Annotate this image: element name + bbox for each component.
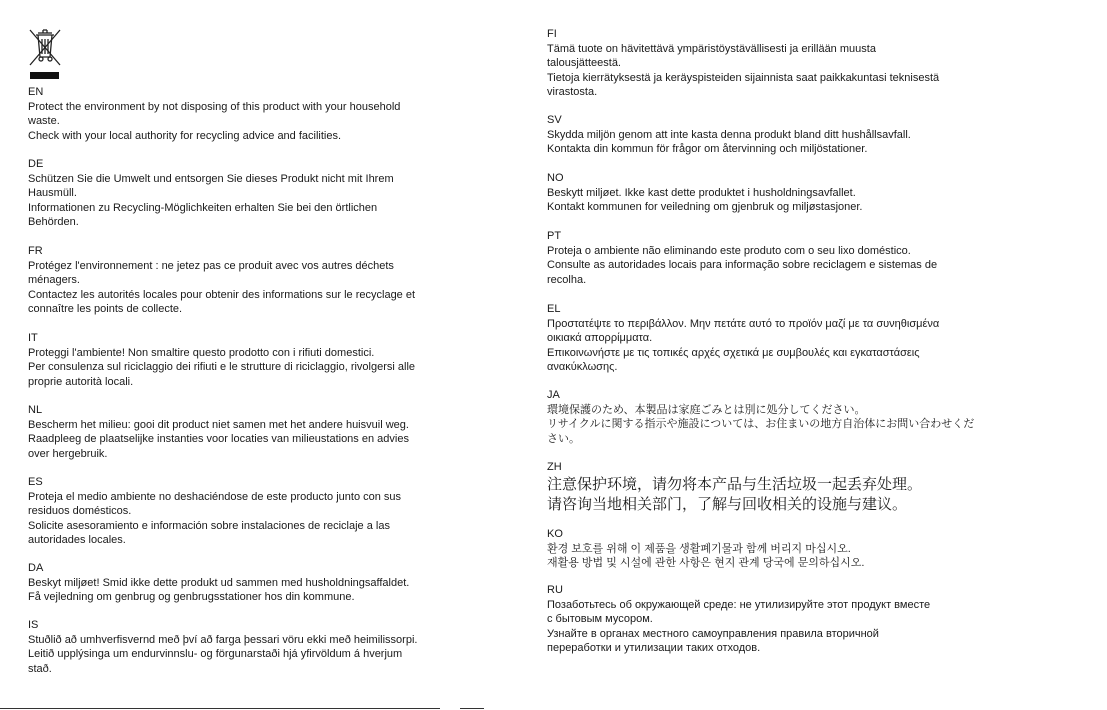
text-line: Προστατέψτε το περιβάλλον. Μην πετάτε αυτό το προϊόν μαζί με τα συνηθισμένα [547, 317, 940, 330]
section-fr [28, 244, 480, 317]
text-line: Узнайте в органах местного самоуправления правила вторичной [547, 627, 879, 640]
section-zh [547, 460, 1002, 515]
section-es [28, 475, 480, 548]
text-line: recolha. [547, 273, 587, 286]
text-line: Tämä tuote on hävitettävä ympäristöystävällisesti ja erillään muusta [547, 42, 876, 55]
language-code: EL [547, 303, 561, 315]
text-line: 環境保護のため、本製品は家庭ごみとは別に処分してください。 [547, 403, 866, 416]
text-line: Позаботьтесь об окружающей среде: не утилизируйте этот продукт вместе [547, 598, 931, 611]
section-fi [547, 27, 1002, 100]
footer-rule [0, 708, 440, 709]
language-code: PT [547, 230, 562, 242]
language-code: NO [547, 172, 564, 184]
text-line: Επικοινωνήστε με τις τοπικές αρχές σχετικά με συμβουλές και εγκαταστάσεις [547, 346, 920, 359]
text-line: Protégez l'environnement : ne jetez pas ce produit avec vos autres déchets [28, 259, 394, 272]
text-line: 환경 보호를 위해 이 제품을 생활폐기물과 함께 버리지 마십시오. [547, 542, 851, 555]
text-line: Consulte as autoridades locais para informação sobre reciclagem e sistemas de [547, 259, 938, 271]
language-code: DA [28, 562, 44, 574]
section-no [547, 171, 1002, 215]
text-line: Få vejledning om genbrug og genbrugsstationer hos din kommune. [28, 591, 355, 603]
text-line: waste. [28, 115, 60, 127]
language-code: FR [28, 245, 43, 257]
language-code: EN [28, 86, 44, 98]
section-el [547, 302, 1002, 375]
section-ja [547, 388, 1002, 446]
section-ru [547, 583, 1002, 656]
text-line: ménagers. [28, 274, 80, 286]
language-code: SV [547, 114, 562, 126]
text-line: over hergebruik. [28, 447, 108, 460]
text-line: autoridades locales. [28, 534, 126, 546]
text-line: Per consulenza sul riciclaggio dei rifiuti e le strutture di riciclaggio, rivolgersi alle [28, 361, 416, 373]
section-de [28, 157, 480, 230]
language-code: DE [28, 158, 44, 170]
text-line: Informationen zu Recycling-Möglichkeiten erhalten Sie bei den örtlichen [28, 201, 378, 214]
text-line: Proteggi l'ambiente! Non smaltire questo prodotto con i rifiuti domestici. [28, 346, 375, 359]
text-line: Kontakta din kommun för frågor om återvinning och miljöstationer. [547, 143, 868, 155]
text-line: virastosta. [547, 86, 598, 98]
text-line: Skydda miljön genom att inte kasta denna produkt bland ditt hushållsavfall. [547, 128, 911, 141]
language-code: ES [28, 476, 43, 488]
text-line: Leitið upplýsinga um endurvinnslu- og förgunarstaði hjá yfirvöldum á hverjum [28, 648, 403, 660]
text-line: Solicite asesoramiento e información sobre instalaciones de reciclaje a las [28, 519, 390, 532]
text-line: Stuðlið að umhverfisvernd með því að farga þessari vöru ekki með heimilissorpi. [28, 633, 418, 646]
text-line: переработки и утилизации таких отходов. [547, 642, 761, 654]
text-line: с бытовым мусором. [547, 613, 653, 625]
text-line: Check with your local authority for recycling advice and facilities. [28, 129, 342, 142]
text-line: οικιακά απορρίμματα. [547, 332, 653, 344]
section-nl [28, 403, 480, 461]
text-line: Tietoja kierrätyksestä ja keräyspisteiden sijainnista saat paikkakuntasi teknisestä [547, 71, 940, 84]
language-code: IT [28, 332, 38, 344]
language-code: KO [547, 528, 563, 540]
text-line: connaître les points de collecte. [28, 303, 183, 315]
text-line: Schützen Sie die Umwelt und entsorgen Sie dieses Produkt nicht mit Ihrem [28, 172, 394, 185]
text-line: 注意保护环境，请勿将本产品与生活垃圾一起丢弃处理。 [547, 475, 923, 493]
text-line: Proteja el medio ambiente no deshaciéndose de este producto junto con sus [28, 490, 402, 503]
text-line: Proteja o ambiente não eliminando este produto com o seu lixo doméstico. [547, 244, 911, 257]
text-line: Beskytt miljøet. Ikke kast dette produktet i husholdningsavfallet. [547, 186, 856, 199]
text-line: stað. [28, 662, 52, 675]
section-da [28, 561, 480, 605]
language-code: FI [547, 28, 557, 40]
language-code: IS [28, 619, 39, 631]
section-it [28, 331, 480, 389]
language-code: NL [28, 404, 43, 416]
text-line: Bescherm het milieu: gooi dit product niet samen met het andere huisvuil weg. [28, 418, 409, 431]
section-sv [547, 113, 1002, 157]
text-line: Raadpleeg de plaatselijke instanties voor locaties van milieustations en advies [28, 433, 409, 445]
text-line: リサイクルに関する指示や施設については、お住まいの地方自治体にお問い合わせくだ [547, 418, 975, 430]
section-pt [547, 229, 1002, 287]
text-line: さい。 [547, 432, 580, 445]
text-line: Contactez les autorités locales pour obtenir des informations sur le recyclage et [28, 288, 416, 301]
text-line: proprie autorità locali. [28, 375, 134, 388]
text-line: talousjätteestä. [547, 57, 621, 69]
section-en [28, 85, 480, 143]
footer-rule-short [460, 708, 484, 709]
section-ko [547, 527, 1002, 571]
text-line: 请咨询当地相关部门，了解与回收相关的设施与建议。 [547, 495, 908, 513]
text-line: Hausmüll. [28, 187, 77, 199]
text-line: Kontakt kommunen for veiledning om gjenbruk og miljøstasjoner. [547, 201, 863, 213]
text-line: Behörden. [28, 216, 79, 228]
text-line: residuos domésticos. [28, 505, 132, 517]
text-line: ανακύκλωσης. [547, 361, 618, 373]
language-code: RU [547, 584, 563, 596]
language-code: JA [547, 389, 560, 401]
crossed-out-wheelie-bin-icon [28, 27, 62, 81]
language-code: ZH [547, 461, 562, 473]
section-is [28, 618, 480, 676]
text-line: Protect the environment by not disposing of this product with your household [28, 100, 401, 113]
text-line: 재활용 방법 및 시설에 관한 사항은 현지 관계 당국에 문의하십시오. [547, 557, 865, 569]
text-line: Beskyt miljøet! Smid ikke dette produkt ud sammen med husholdningsaffaldet. [28, 576, 410, 589]
